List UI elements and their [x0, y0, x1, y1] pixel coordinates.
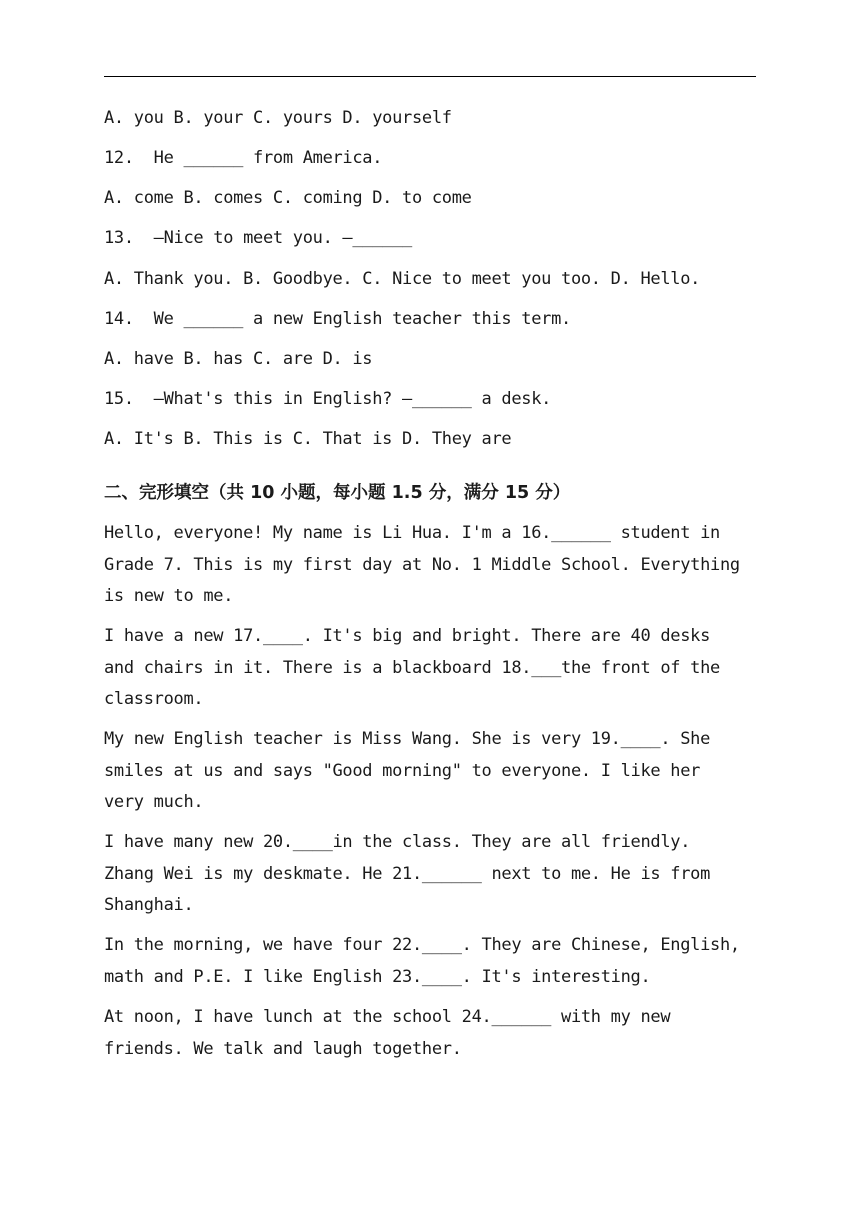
paragraph-line: My new English teacher is Miss Wang. She is very 19.____. She [104, 729, 711, 749]
paragraph-line: math and P.E. I like English 23.____. It's interesting. [104, 966, 651, 987]
cloze-paragraph-2 [104, 621, 756, 716]
paragraph-line: At noon, I have lunch at the school 24.______ with my new [104, 1007, 671, 1027]
paragraph-line: Shanghai. [104, 895, 194, 915]
cloze-paragraph-1 [104, 518, 756, 613]
paragraph-line: friends. We talk and laugh together. [104, 1038, 462, 1059]
paragraph-line: I have a new 17.____. It's big and bright. There are 40 desks [104, 626, 711, 646]
q12-stem: 12. He ______ from America. [104, 148, 383, 168]
paragraph-line: is new to me. [104, 586, 234, 606]
paragraph-line: Hello, everyone! My name is Li Hua. I'm a 16.______ student in [104, 523, 720, 543]
q11-options: A. you B. your C. yours D. yourself [104, 108, 452, 128]
q14-options: A. have B. has C. are D. is [104, 349, 373, 369]
q15-stem: 15. —What's this in English? —______ a desk. [104, 389, 552, 409]
paragraph-line: I have many new 20.____in the class. They are all friendly. [104, 832, 691, 852]
cloze-paragraph-3 [104, 724, 756, 819]
header-rule [104, 76, 756, 77]
q14-stem: 14. We ______ a new English teacher this term. [104, 309, 571, 329]
paragraph-line: In the morning, we have four 22.____. They are Chinese, English, [104, 935, 740, 955]
q13-options: A. Thank you. B. Goodbye. C. Nice to meet you too. D. Hello. [104, 269, 701, 289]
q15-options: A. It's B. This is C. That is D. They are [104, 429, 512, 449]
q13-stem: 13. —Nice to meet you. —______ [104, 228, 412, 248]
cloze-paragraph-6 [104, 1002, 756, 1065]
paragraph-line: and chairs in it. There is a blackboard 18.___the front of the [104, 657, 720, 678]
paragraph-line: Zhang Wei is my deskmate. He 21.______ next to me. He is from [104, 863, 711, 884]
paragraph-line: Grade 7. This is my first day at No. 1 Middle School. Everything [104, 554, 740, 575]
cloze-paragraph-5 [104, 930, 756, 993]
paragraph-line: classroom. [104, 689, 204, 709]
paragraph-line: very much. [104, 792, 204, 812]
paragraph-line: smiles at us and says "Good morning" to everyone. I like her [104, 760, 701, 781]
q12-options: A. come B. comes C. coming D. to come [104, 188, 472, 208]
cloze-paragraph-4 [104, 827, 756, 922]
section2-heading: 二、完形填空（共 10 小题，每小题 1.5 分，满分 15 分） [104, 483, 571, 503]
